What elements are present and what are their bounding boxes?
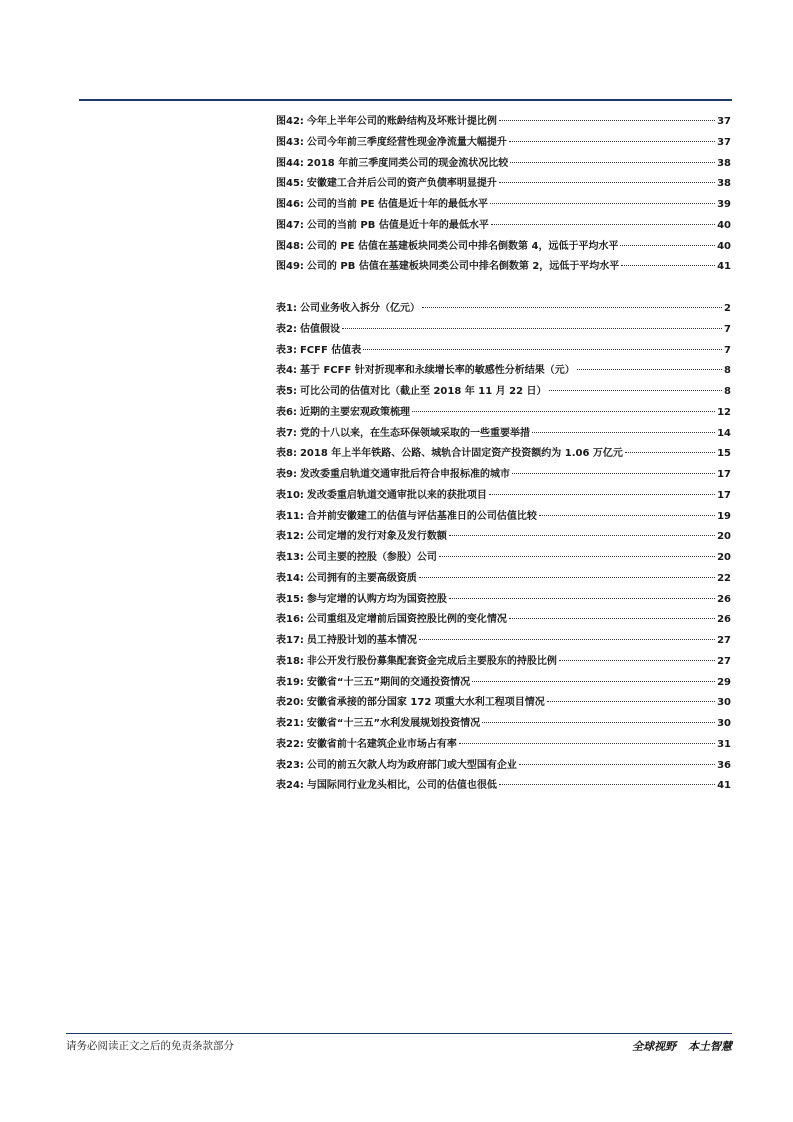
dot-leader: [449, 598, 715, 599]
dot-leader: [449, 535, 715, 536]
toc-entry-label: 表7:: [276, 427, 297, 439]
toc-entry-page: 2: [724, 303, 731, 314]
dot-leader: [620, 245, 715, 246]
footer-disclaimer: 请务必阅读正文之后的免责条款部分: [66, 1040, 234, 1052]
toc-entry-title: FCFF 估值表: [299, 344, 362, 356]
dot-leader: [512, 473, 715, 474]
toc-entry-page: 37: [717, 116, 731, 127]
dot-leader: [439, 556, 715, 557]
table-toc-entry[interactable]: [276, 320, 731, 341]
toc-entry-page: 29: [717, 676, 731, 688]
toc-entry-page: 40: [717, 219, 731, 231]
table-toc-entry[interactable]: [276, 610, 731, 631]
toc-entry-label: 表21:: [276, 718, 304, 729]
toc-entry-label: 表18:: [276, 655, 304, 667]
toc-entry-page: 14: [717, 427, 731, 439]
toc-entry-label: 表15:: [276, 593, 304, 605]
toc-entry-title: 安徽省承接的部分国家 172 项重大水利工程项目情况: [306, 697, 545, 709]
figure-toc-entry[interactable]: [276, 133, 731, 154]
toc-entry-label: 表3:: [276, 344, 297, 356]
toc-entry-title: 公司的前五欠款人均为政府部门或大型国有企业: [306, 759, 517, 771]
header-rule: [79, 99, 732, 101]
toc-entry-page: 27: [717, 655, 731, 667]
toc-entry-title: 公司重组及定增前后国资控股比例的变化情况: [306, 614, 507, 626]
footer-slogan: [632, 1038, 732, 1054]
toc-entry-page: 37: [717, 136, 731, 148]
dot-leader: [412, 411, 715, 412]
toc-entry-title: 公司的当前 PE 估值是近十年的最低水平: [306, 199, 489, 210]
toc-entry-label: 表12:: [276, 531, 304, 543]
toc-entry-title: 公司的当前 PB 估值是近十年的最低水平: [306, 219, 489, 231]
toc-entry-label: 表2:: [276, 323, 297, 335]
table-toc-entry[interactable]: [276, 652, 731, 673]
dot-leader: [519, 764, 715, 765]
toc-entry-title: 2018 年前三季度同类公司的现金流状况比较: [306, 157, 509, 169]
toc-entry-title: 公司拥有的主要高级资质: [306, 572, 417, 584]
table-toc-entry[interactable]: [276, 673, 731, 694]
toc-entry-title: 可比公司的估值对比（截止至 2018 年 11 月 22 日）: [299, 386, 547, 397]
toc-entry-title: 公司业务收入拆分（亿元）: [299, 303, 420, 314]
toc-entry-label: 表17:: [276, 635, 304, 646]
toc-entry-title: 安徽省前十名建筑企业市场占有率: [306, 738, 457, 750]
table-list: [276, 299, 731, 797]
figure-toc-entry[interactable]: [276, 174, 731, 195]
toc-entry-title: 发改委重启轨道交通审批后符合申报标准的城市: [299, 469, 510, 480]
dot-leader: [625, 452, 715, 453]
toc-entry-label: 图44:: [276, 157, 304, 169]
toc-entry-page: 40: [717, 240, 731, 252]
table-toc-entry[interactable]: [276, 403, 731, 424]
table-toc-entry[interactable]: [276, 590, 731, 611]
toc-entry-label: 表11:: [276, 510, 304, 522]
dot-leader: [499, 182, 715, 183]
dot-leader: [621, 265, 715, 266]
dot-leader: [532, 432, 715, 433]
dot-leader: [547, 701, 715, 702]
toc-entry-page: 17: [717, 469, 731, 480]
table-toc-entry[interactable]: [276, 756, 731, 777]
table-toc-entry[interactable]: [276, 631, 731, 652]
dot-leader: [419, 639, 715, 640]
dot-leader: [422, 307, 722, 308]
toc-entry-title: 发改委重启轨道交通审批以来的获批项目: [306, 489, 487, 501]
toc-entry-title: 公司今年前三季度经营性现金净流量大幅提升: [306, 136, 507, 148]
toc-entry-label: 表4:: [276, 365, 297, 377]
dot-leader: [472, 681, 715, 682]
footer-rule: [66, 1033, 732, 1034]
table-toc-entry[interactable]: [276, 341, 731, 362]
figure-toc-entry[interactable]: [276, 154, 731, 175]
toc-entry-title: 安徽省“十三五”期间的交通投资情况: [306, 676, 471, 688]
toc-entry-label: 表13:: [276, 552, 304, 563]
table-toc-entry[interactable]: [276, 424, 731, 445]
toc-entry-page: 41: [717, 780, 731, 792]
toc-entry-label: 图45:: [276, 178, 304, 190]
toc-entry-title: 近期的主要宏观政策梳理: [299, 406, 410, 418]
dot-leader: [363, 349, 722, 350]
footer-slogan-right: 本土智慧: [688, 1040, 732, 1053]
toc-entry-label: 图47:: [276, 219, 304, 231]
toc-entry-page: 31: [717, 738, 731, 750]
toc-entry-page: 19: [717, 510, 731, 522]
toc-entry-page: 22: [717, 572, 731, 584]
toc-entry-page: 8: [724, 365, 731, 377]
figure-toc-entry[interactable]: [276, 257, 731, 278]
toc-entry-label: 表8:: [276, 448, 297, 460]
toc-entry-title: 与国际同行业龙头相比，公司的估值也很低: [306, 780, 497, 792]
dot-leader: [549, 390, 723, 391]
toc-entry-page: 38: [717, 157, 731, 169]
toc-entry-label: 表1:: [276, 303, 297, 314]
table-toc-entry[interactable]: [276, 486, 731, 507]
toc-entry-title: 党的十八以来，在生态环保领域采取的一些重要举措: [299, 427, 530, 439]
toc-entry-label: 图42:: [276, 116, 304, 127]
toc-entry-label: 表20:: [276, 697, 304, 709]
dot-leader: [482, 722, 715, 723]
toc-entry-page: 20: [717, 531, 731, 543]
table-toc-entry[interactable]: [276, 693, 731, 714]
dot-leader: [499, 784, 715, 785]
toc-entry-title: 公司定增的发行对象及发行数额: [306, 531, 447, 543]
figure-toc-entry[interactable]: [276, 112, 731, 133]
toc-entry-label: 表14:: [276, 572, 304, 584]
toc-entry-title: 公司主要的控股（参股）公司: [306, 552, 437, 563]
figure-toc-entry[interactable]: [276, 237, 731, 258]
toc-entry-label: 图48:: [276, 240, 304, 252]
figure-toc-entry[interactable]: [276, 195, 731, 216]
toc-entry-page: 17: [717, 489, 731, 501]
dot-leader: [342, 328, 722, 329]
toc-entry-label: 表24:: [276, 780, 304, 792]
toc-entry-title: 参与定增的认购方均为国资控股: [306, 593, 447, 605]
toc-entry-page: 7: [724, 323, 731, 335]
dot-leader: [509, 618, 715, 619]
toc-entry-page: 12: [717, 406, 731, 418]
toc-entry-label: 表5:: [276, 386, 297, 397]
toc-entry-title: 合并前安徽建工的估值与评估基准日的公司估值比较: [306, 510, 537, 522]
toc-entry-title: 2018 年上半年铁路、公路、城轨合计固定资产投资额约为 1.06 万亿元: [299, 448, 623, 460]
table-toc-entry[interactable]: [276, 776, 731, 797]
toc-entry-page: 30: [717, 697, 731, 709]
toc-entry-title: 公司的 PE 估值在基建板块同类公司中排名倒数第 4，远低于平均水平: [306, 240, 619, 252]
table-toc-entry[interactable]: [276, 465, 731, 486]
figure-toc-entry[interactable]: [276, 216, 731, 237]
toc-entry-title: 估值假设: [299, 323, 340, 335]
toc-entry-page: 26: [717, 593, 731, 605]
toc-entry-label: 表19:: [276, 676, 304, 688]
toc-entry-title: 基于 FCFF 针对折现率和永续增长率的敏感性分析结果（元）: [299, 365, 575, 377]
dot-leader: [509, 141, 715, 142]
dot-leader: [491, 224, 715, 225]
toc-entry-page: 39: [717, 199, 731, 210]
dot-leader: [577, 369, 722, 370]
toc-entry-label: 表9:: [276, 469, 297, 480]
toc-entry-page: 30: [717, 718, 731, 729]
toc-entry-page: 27: [717, 635, 731, 646]
dot-leader: [499, 120, 715, 121]
table-toc-entry[interactable]: [276, 444, 731, 465]
toc-entry-page: 26: [717, 614, 731, 626]
toc-entry-title: 安徽建工合并后公司的资产负债率明显提升: [306, 178, 497, 190]
toc-entry-label: 表6:: [276, 406, 297, 418]
toc-entry-title: 今年上半年公司的账龄结构及坏账计提比例: [306, 116, 497, 127]
toc-entry-title: 公司的 PB 估值在基建板块同类公司中排名倒数第 2，远低于平均水平: [306, 261, 620, 273]
toc-entry-title: 安徽省“十三五”水利发展规划投资情况: [306, 718, 481, 729]
toc-entry-label: 图43:: [276, 136, 304, 148]
table-toc-entry[interactable]: [276, 527, 731, 548]
toc-entry-page: 8: [724, 386, 731, 397]
table-toc-entry[interactable]: [276, 361, 731, 382]
toc-entry-page: 38: [717, 178, 731, 190]
dot-leader: [510, 162, 715, 163]
toc-entry-label: 图46:: [276, 199, 304, 210]
footer-slogan-left: 全球视野: [632, 1040, 676, 1053]
toc-entry-page: 15: [717, 448, 731, 460]
dot-leader: [459, 743, 715, 744]
table-toc-entry[interactable]: [276, 548, 731, 569]
toc-entry-label: 图49:: [276, 261, 304, 273]
toc-entry-label: 表10:: [276, 489, 304, 501]
toc-entry-page: 7: [724, 344, 731, 356]
table-toc-entry[interactable]: [276, 569, 731, 590]
table-toc-entry[interactable]: [276, 714, 731, 735]
toc-entry-title: 非公开发行股份募集配套资金完成后主要股东的持股比例: [306, 655, 557, 667]
toc-entry-page: 41: [717, 261, 731, 273]
toc-entry-label: 表23:: [276, 759, 304, 771]
table-toc-entry[interactable]: [276, 507, 731, 528]
table-toc-entry[interactable]: [276, 382, 731, 403]
toc-entry-title: 员工持股计划的基本情况: [306, 635, 417, 646]
figure-list: [276, 112, 731, 278]
dot-leader: [489, 494, 715, 495]
table-toc-entry[interactable]: [276, 735, 731, 756]
dot-leader: [490, 203, 715, 204]
dot-leader: [539, 515, 715, 516]
toc-entry-page: 36: [717, 759, 731, 771]
toc-entry-label: 表22:: [276, 738, 304, 750]
toc-entry-page: 20: [717, 552, 731, 563]
table-toc-entry[interactable]: [276, 299, 731, 320]
dot-leader: [559, 660, 715, 661]
dot-leader: [419, 577, 715, 578]
toc-entry-label: 表16:: [276, 614, 304, 626]
